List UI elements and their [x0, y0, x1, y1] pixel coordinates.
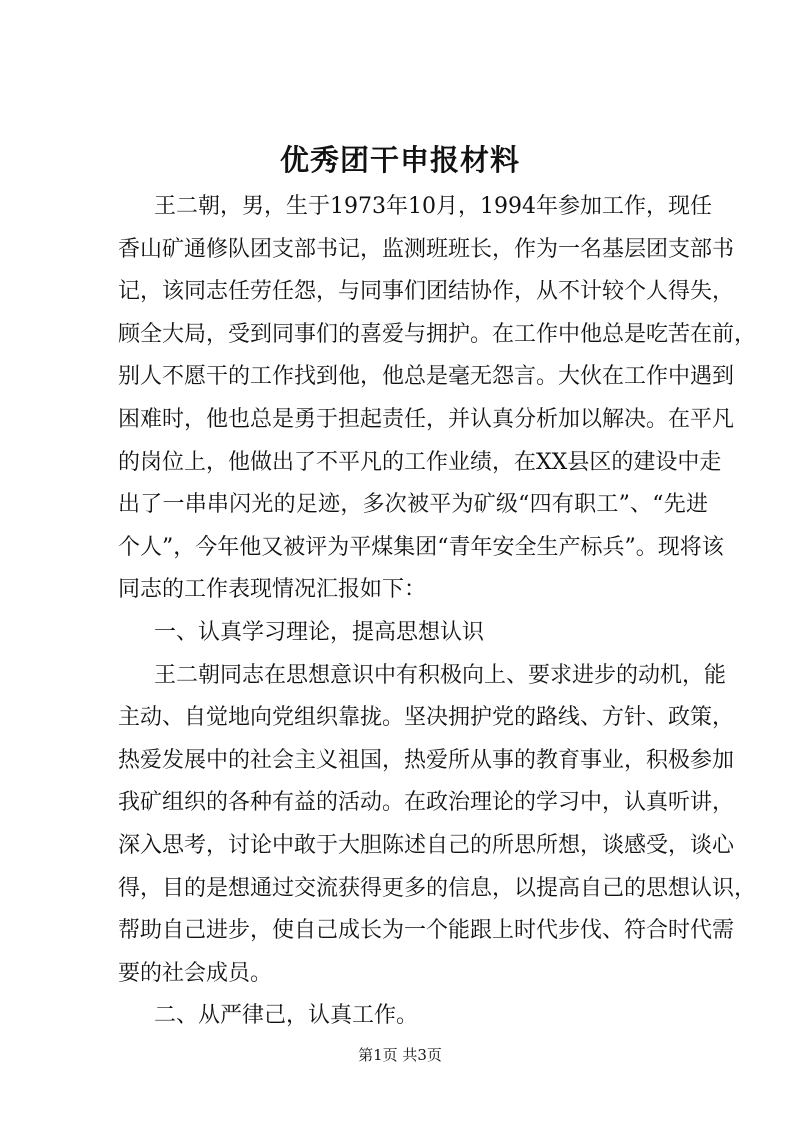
paragraph-1-line: 顾全大局，受到同事们的喜爱与拥护。在工作中他总是吃苦在前， — [118, 321, 757, 347]
paragraph-1-line: 困难时，他也总是勇于担起责任，并认真分析加以解决。在平凡 — [118, 406, 735, 432]
paragraph-2-line: 要的社会成员。 — [118, 960, 273, 986]
paragraph-1-line: 王二朝，男，生于1973年10月，1994年参加工作，现任 — [154, 194, 712, 219]
paragraph-1-line: 记，该同志任劳任怨，与同事们团结协作，从不计较个人得失， — [118, 279, 735, 305]
paragraph-2-line: 帮助自己进步，使自己成长为一个能跟上时代步伐、符合时代需 — [118, 918, 735, 944]
document-title: 优秀团干申报材料 — [279, 143, 520, 177]
paragraph-1-line: 的岗位上，他做出了不平凡的工作业绩，在XX县区的建设中走 — [118, 449, 722, 475]
paragraph-2-line: 深入思考，讨论中敢于大胆陈述自己的所思所想，谈感受，谈心 — [118, 832, 735, 858]
paragraph-2-line: 王二朝同志在思想意识中有积极向上、要求进步的动机，能 — [154, 662, 727, 688]
paragraph-1-line: 别人不愿干的工作找到他，他总是毫无怨言。大伙在工作中遇到 — [118, 364, 735, 390]
paragraph-2-line: 热爱发展中的社会主义祖国，热爱所从事的教育事业，积极参加 — [118, 747, 735, 773]
paragraph-2-line: 得，目的是想通过交流获得更多的信息，以提高自己的思想认识， — [118, 875, 757, 901]
paragraph-1-line: 香山矿通修队团支部书记，监测班班长，作为一名基层团支部书 — [118, 236, 735, 262]
section-heading-1: 一、认真学习理论，提高思想认识 — [154, 619, 485, 645]
paragraph-1-line: 出了一串串闪光的足迹，多次被平为矿级“四有职工”、“先进 — [118, 492, 708, 518]
section-heading-2: 二、从严律己，认真工作。 — [154, 1003, 419, 1029]
paragraph-1-line: 个人”，今年他又被评为平煤集团“青年安全生产标兵”。现将该 — [118, 534, 724, 560]
page-footer: 第1页 共3页 — [358, 1046, 442, 1064]
paragraph-2-line: 我矿组织的各种有益的活动。在政治理论的学习中，认真听讲， — [118, 790, 735, 816]
paragraph-2-line: 主动、自觉地向党组织靠拢。坚决拥护党的路线、方针、政策， — [118, 705, 735, 731]
document-body — [118, 186, 757, 1038]
paragraph-1-line: 同志的工作表现情况汇报如下： — [118, 577, 427, 603]
